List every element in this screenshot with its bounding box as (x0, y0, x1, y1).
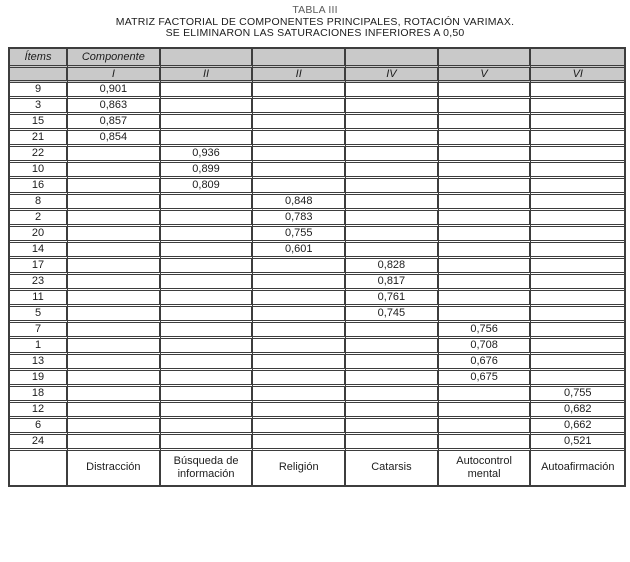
loading-value-cell (531, 275, 624, 291)
item-number-cell: 8 (10, 195, 68, 211)
loading-value-cell (161, 243, 254, 259)
loading-value-cell (68, 227, 161, 243)
loading-value-cell: 0,708 (439, 339, 532, 355)
loading-value-cell (439, 195, 532, 211)
table-title-block (8, 5, 622, 40)
loading-value-cell (68, 323, 161, 339)
loading-value-cell: 0,936 (161, 147, 254, 163)
empty-footer-cell (10, 451, 68, 485)
factor-name-busqueda-informacion: Búsqueda de información (161, 451, 254, 485)
table-row (10, 275, 624, 291)
item-number-cell: 3 (10, 99, 68, 115)
item-number-cell: 23 (10, 275, 68, 291)
empty-header-cell (531, 49, 624, 68)
loading-value-cell (253, 83, 346, 99)
loading-value-cell (346, 115, 439, 131)
loading-value-cell (439, 275, 532, 291)
items-column-header: Ítems (10, 49, 68, 68)
loading-value-cell (253, 275, 346, 291)
component-header-2: II (161, 68, 254, 83)
loading-value-cell (68, 195, 161, 211)
factor-matrix-table (8, 47, 626, 487)
table-row (10, 211, 624, 227)
table-row (10, 355, 624, 371)
loading-value-cell (346, 99, 439, 115)
loading-value-cell (68, 179, 161, 195)
loading-value-cell (161, 403, 254, 419)
loading-value-cell (439, 99, 532, 115)
loading-value-cell: 0,745 (346, 307, 439, 323)
loading-value-cell (346, 419, 439, 435)
loading-value-cell (346, 163, 439, 179)
loading-value-cell (439, 435, 532, 451)
table-row (10, 195, 624, 211)
loading-value-cell: 0,857 (68, 115, 161, 131)
item-number-cell: 9 (10, 83, 68, 99)
loading-value-cell (531, 243, 624, 259)
loading-value-cell (161, 291, 254, 307)
loading-value-cell (68, 403, 161, 419)
loading-value-cell: 0,828 (346, 259, 439, 275)
empty-header-cell (253, 49, 346, 68)
item-number-cell: 12 (10, 403, 68, 419)
loading-value-cell (439, 211, 532, 227)
loading-value-cell (253, 259, 346, 275)
table-row (10, 323, 624, 339)
component-header-5: V (439, 68, 532, 83)
loading-value-cell: 0,761 (346, 291, 439, 307)
table-row (10, 163, 624, 179)
component-header-3: II (253, 68, 346, 83)
table-caption-line1: MATRIZ FACTORIAL DE COMPONENTES PRINCIPALES, ROTACIÓN VARIMAX. (115, 15, 515, 28)
table-row (10, 339, 624, 355)
table-caption-line2: SE ELIMINARON LAS SATURACIONES INFERIORES A 0,50 (165, 27, 465, 39)
item-number-cell: 1 (10, 339, 68, 355)
loading-value-cell (161, 211, 254, 227)
loading-value-cell (346, 83, 439, 99)
factor-name-religion: Religión (253, 451, 346, 485)
loading-value-cell (346, 179, 439, 195)
loading-value-cell (346, 147, 439, 163)
loading-value-cell (346, 403, 439, 419)
table-row (10, 371, 624, 387)
loading-value-cell (68, 163, 161, 179)
table-row (10, 83, 624, 99)
loading-value-cell (439, 131, 532, 147)
loading-value-cell (68, 419, 161, 435)
loading-value-cell (253, 131, 346, 147)
item-number-cell: 14 (10, 243, 68, 259)
loading-value-cell: 0,682 (531, 403, 624, 419)
loading-value-cell (439, 243, 532, 259)
loading-value-cell (439, 179, 532, 195)
loading-value-cell: 0,783 (253, 211, 346, 227)
loading-value-cell (346, 355, 439, 371)
loading-value-cell: 0,854 (68, 131, 161, 147)
loading-value-cell (161, 131, 254, 147)
loading-value-cell (346, 435, 439, 451)
loading-value-cell (68, 259, 161, 275)
loading-value-cell (439, 259, 532, 275)
loading-value-cell (346, 371, 439, 387)
loading-value-cell (253, 403, 346, 419)
loading-value-cell (346, 243, 439, 259)
loading-value-cell (68, 307, 161, 323)
loading-value-cell (253, 179, 346, 195)
loading-value-cell (531, 227, 624, 243)
loading-value-cell (68, 355, 161, 371)
loading-value-cell (68, 243, 161, 259)
loading-value-cell (531, 355, 624, 371)
loading-value-cell (68, 387, 161, 403)
loading-value-cell: 0,755 (531, 387, 624, 403)
loading-value-cell (161, 275, 254, 291)
item-number-cell: 5 (10, 307, 68, 323)
loading-value-cell (161, 371, 254, 387)
loading-value-cell (531, 307, 624, 323)
item-number-cell: 18 (10, 387, 68, 403)
loading-value-cell (439, 403, 532, 419)
item-number-cell: 15 (10, 115, 68, 131)
loading-value-cell (161, 259, 254, 275)
loading-value-cell (346, 131, 439, 147)
table-row (10, 227, 624, 243)
item-number-cell: 11 (10, 291, 68, 307)
table-row (10, 291, 624, 307)
loading-value-cell (439, 83, 532, 99)
loading-value-cell (68, 275, 161, 291)
loading-value-cell (253, 371, 346, 387)
loading-value-cell: 0,755 (253, 227, 346, 243)
loading-value-cell (253, 147, 346, 163)
item-number-cell: 2 (10, 211, 68, 227)
loading-value-cell (68, 291, 161, 307)
table-row (10, 243, 624, 259)
loading-value-cell: 0,521 (531, 435, 624, 451)
loading-value-cell (253, 291, 346, 307)
loading-value-cell (68, 147, 161, 163)
loading-value-cell (253, 323, 346, 339)
loading-value-cell (253, 435, 346, 451)
loading-value-cell (531, 179, 624, 195)
loading-value-cell (253, 115, 346, 131)
loading-value-cell (346, 323, 439, 339)
loading-value-cell (531, 211, 624, 227)
loading-value-cell: 0,756 (439, 323, 532, 339)
loading-value-cell (253, 339, 346, 355)
loading-value-cell (253, 163, 346, 179)
item-number-cell: 17 (10, 259, 68, 275)
loading-value-cell (161, 195, 254, 211)
loading-value-cell (531, 131, 624, 147)
loading-value-cell (161, 99, 254, 115)
loading-value-cell (439, 163, 532, 179)
table-row (10, 403, 624, 419)
loading-value-cell (346, 387, 439, 403)
component-header-4: IV (346, 68, 439, 83)
item-number-cell: 10 (10, 163, 68, 179)
loading-value-cell (253, 387, 346, 403)
loading-value-cell (161, 323, 254, 339)
loading-value-cell (68, 211, 161, 227)
loading-value-cell (531, 371, 624, 387)
loading-value-cell (531, 115, 624, 131)
loading-value-cell (253, 99, 346, 115)
table-number: TABLA III (292, 4, 338, 16)
loading-value-cell (161, 227, 254, 243)
table-row (10, 179, 624, 195)
loading-value-cell (439, 115, 532, 131)
loading-value-cell (439, 387, 532, 403)
header-row-labels (10, 49, 624, 68)
loading-value-cell (253, 355, 346, 371)
loading-value-cell (161, 83, 254, 99)
loading-value-cell: 0,863 (68, 99, 161, 115)
loading-value-cell (346, 227, 439, 243)
table-row (10, 435, 624, 451)
loading-value-cell (531, 259, 624, 275)
loading-value-cell (531, 83, 624, 99)
loading-value-cell (161, 339, 254, 355)
loading-value-cell: 0,848 (253, 195, 346, 211)
factor-name-autocontrol-mental: Autocontrol mental (439, 451, 532, 485)
item-number-cell: 13 (10, 355, 68, 371)
loading-value-cell (439, 291, 532, 307)
loading-value-cell: 0,817 (346, 275, 439, 291)
table-row (10, 115, 624, 131)
table-row (10, 99, 624, 115)
loading-value-cell: 0,676 (439, 355, 532, 371)
factor-names-row (10, 451, 624, 485)
table-row (10, 419, 624, 435)
loading-value-cell: 0,901 (68, 83, 161, 99)
loading-value-cell (439, 147, 532, 163)
loading-value-cell (531, 291, 624, 307)
loading-value-cell (439, 307, 532, 323)
loading-value-cell (253, 307, 346, 323)
empty-header-cell (10, 68, 68, 83)
factor-name-distraccion: Distracción (68, 451, 161, 485)
loading-value-cell (346, 339, 439, 355)
loading-value-cell: 0,662 (531, 419, 624, 435)
loading-value-cell (68, 339, 161, 355)
loading-value-cell (439, 419, 532, 435)
loading-value-cell (161, 387, 254, 403)
header-row-components (10, 68, 624, 83)
loading-value-cell (531, 323, 624, 339)
item-number-cell: 22 (10, 147, 68, 163)
item-number-cell: 19 (10, 371, 68, 387)
factor-name-autoafirmacion: Autoafirmación (541, 461, 615, 474)
loading-value-cell (531, 147, 624, 163)
loading-value-cell (531, 99, 624, 115)
table-row (10, 147, 624, 163)
loading-value-cell (161, 419, 254, 435)
table-row (10, 131, 624, 147)
component-header-1: I (68, 68, 161, 83)
empty-header-cell (439, 49, 532, 68)
empty-header-cell (346, 49, 439, 68)
table-row (10, 307, 624, 323)
loading-value-cell (68, 435, 161, 451)
loading-value-cell (346, 211, 439, 227)
loading-value-cell (346, 195, 439, 211)
loading-value-cell (531, 163, 624, 179)
item-number-cell: 6 (10, 419, 68, 435)
component-header-6: VI (531, 68, 624, 83)
item-number-cell: 24 (10, 435, 68, 451)
loading-value-cell (531, 339, 624, 355)
item-number-cell: 20 (10, 227, 68, 243)
loading-value-cell: 0,899 (161, 163, 254, 179)
loading-value-cell (161, 115, 254, 131)
loading-value-cell (439, 227, 532, 243)
table-row (10, 259, 624, 275)
item-number-cell: 16 (10, 179, 68, 195)
loading-value-cell (253, 419, 346, 435)
componente-column-header: Componente (68, 49, 161, 68)
empty-header-cell (161, 49, 254, 68)
loading-value-cell: 0,675 (439, 371, 532, 387)
table-row (10, 387, 624, 403)
loading-value-cell (68, 371, 161, 387)
factor-name-catarsis: Catarsis (346, 451, 439, 485)
loading-value-cell: 0,809 (161, 179, 254, 195)
loading-value-cell (161, 355, 254, 371)
item-number-cell: 7 (10, 323, 68, 339)
loading-value-cell (161, 307, 254, 323)
loading-value-cell (161, 435, 254, 451)
table-body (10, 83, 624, 451)
item-number-cell: 21 (10, 131, 68, 147)
loading-value-cell (531, 195, 624, 211)
loading-value-cell: 0,601 (253, 243, 346, 259)
